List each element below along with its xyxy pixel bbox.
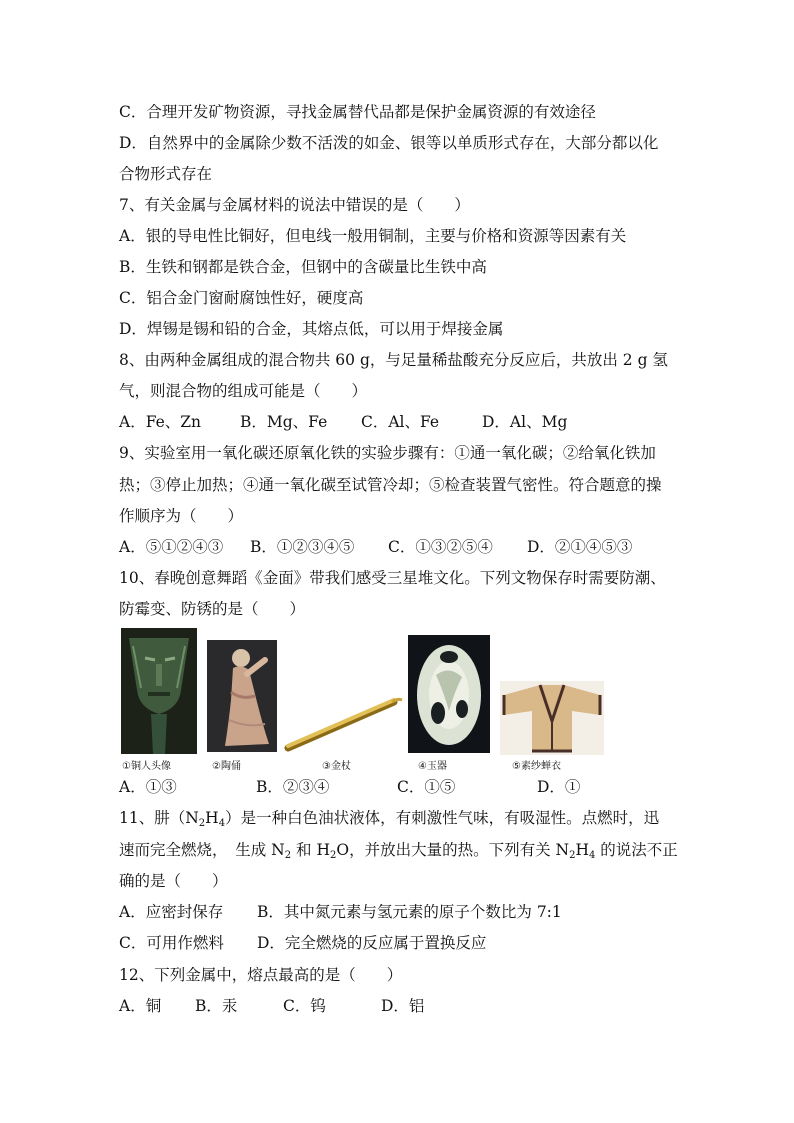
q10-stem: 10、春晚创意舞蹈《金面》带我们感受三星堆文化。下列文物保存时需要防潮、	[119, 569, 666, 587]
q10-option-d: D．①	[537, 778, 581, 796]
q12-option-b: B．汞	[195, 997, 238, 1015]
q8-option-c: C．Al、Fe	[361, 413, 440, 431]
q8-stem: 8、由两种金属组成的混合物共 60 g，与足量稀盐酸充分反应后，共放出 2 g 氢	[119, 351, 668, 369]
q7-option-b: B．生铁和钢都是铁合金，但钢中的含碳量比生铁中高	[119, 258, 487, 276]
q8-option-a: A．Fe、Zn	[119, 413, 202, 431]
q11-option-b: B．其中氮元素与氢元素的原子个数比为 7:1	[257, 903, 562, 921]
jade-image	[408, 635, 490, 753]
bronze-head-image	[121, 628, 197, 754]
q12-options	[119, 996, 424, 1016]
figure-caption-2: ②陶俑	[212, 761, 241, 772]
q8-stem-cont: 气，则混合物的组成可能是（ ）	[119, 382, 368, 400]
q7-option-a: A．银的导电性比铜好，但电线一般用铜制，主要与价格和资源等因素有关	[119, 227, 627, 245]
q11-option-a: A．应密封保存	[119, 903, 224, 921]
q6-option-d-cont: 合物形式存在	[119, 165, 213, 183]
q7-option-d: D．焊锡是锡和铅的合金，其熔点低，可以用于焊接金属	[119, 320, 504, 338]
q11-stem-cont: 速而完全燃烧， 生成 $N_2$ 和 $H_2O$，并放出大量的热。下列有关 $N_2H_4$ 的说法不正	[119, 841, 678, 861]
q9-option-b: B．①②③④⑤	[250, 538, 355, 556]
q9-option-d: D．②①④⑤③	[527, 538, 633, 556]
q12-option-a: A．铜	[119, 997, 162, 1015]
q11-stem-cont2: 确的是（ ）	[119, 872, 228, 890]
q9-options	[119, 537, 632, 557]
q9-option-a: A．⑤①②④③	[119, 538, 224, 556]
q11-option-d: D．完全燃烧的反应属于置换反应	[257, 934, 487, 952]
q9-stem: 9、实验室用一氧化碳还原氧化铁的实验步骤有：①通一氧化碳；②给氧化铁加	[119, 444, 656, 462]
q9-stem-cont: 热；③停止加热；④通一氧化碳至试管冷却；⑤检查装置气密性。符合题意的操	[119, 476, 662, 494]
q8-option-b: B．Mg、Fe	[240, 413, 328, 431]
q11-options-row2	[119, 933, 486, 953]
q10-option-a: A．①③	[119, 778, 177, 796]
q10-stem-cont: 防霉变、防锈的是（ ）	[119, 600, 306, 618]
q9-stem-cont2: 作顺序为（ ）	[119, 507, 244, 525]
figure-caption-3: ③金杖	[322, 761, 351, 772]
q7-stem: 7、有关金属与金属材料的说法中错误的是（ ）	[119, 196, 470, 214]
figure-caption-4: ④玉器	[418, 761, 447, 772]
q12-stem: 12、下列金属中，熔点最高的是（ ）	[119, 966, 403, 984]
q11-stem: 11、肼$(N_2H_4)$是一种白色油状液体，有刺激性气味，有吸湿性。点燃时，迅	[119, 809, 660, 829]
q6-option-d: D．自然界中的金属除少数不活泼的如金、银等以单质形式存在，大部分都以化	[119, 134, 659, 152]
gold-staff-image	[284, 694, 406, 754]
q7-option-c: C．铝合金门窗耐腐蚀性好，硬度高	[119, 289, 364, 307]
q9-option-c: C．①③②⑤④	[388, 538, 493, 556]
silk-robe-image	[500, 681, 604, 755]
figure-caption-1: ①铜人头像	[122, 761, 171, 772]
q10-options	[119, 777, 580, 797]
q11-options-row1	[119, 902, 562, 922]
q11-option-c: C．可用作燃料	[119, 934, 224, 952]
q10-option-c: C．①⑤	[397, 778, 456, 796]
pottery-figurine-image	[207, 640, 277, 752]
q8-options	[119, 412, 567, 432]
q6-option-c: C．合理开发矿物资源，寻找金属替代品都是保护金属资源的有效途径	[119, 103, 596, 121]
q10-option-b: B．②③④	[256, 778, 330, 796]
figure-caption-5: ⑤素纱蝉衣	[512, 761, 561, 772]
q12-option-d: D．铝	[381, 997, 425, 1015]
q8-option-d: D．Al、Mg	[482, 413, 568, 431]
q12-option-c: C．钨	[283, 997, 326, 1015]
